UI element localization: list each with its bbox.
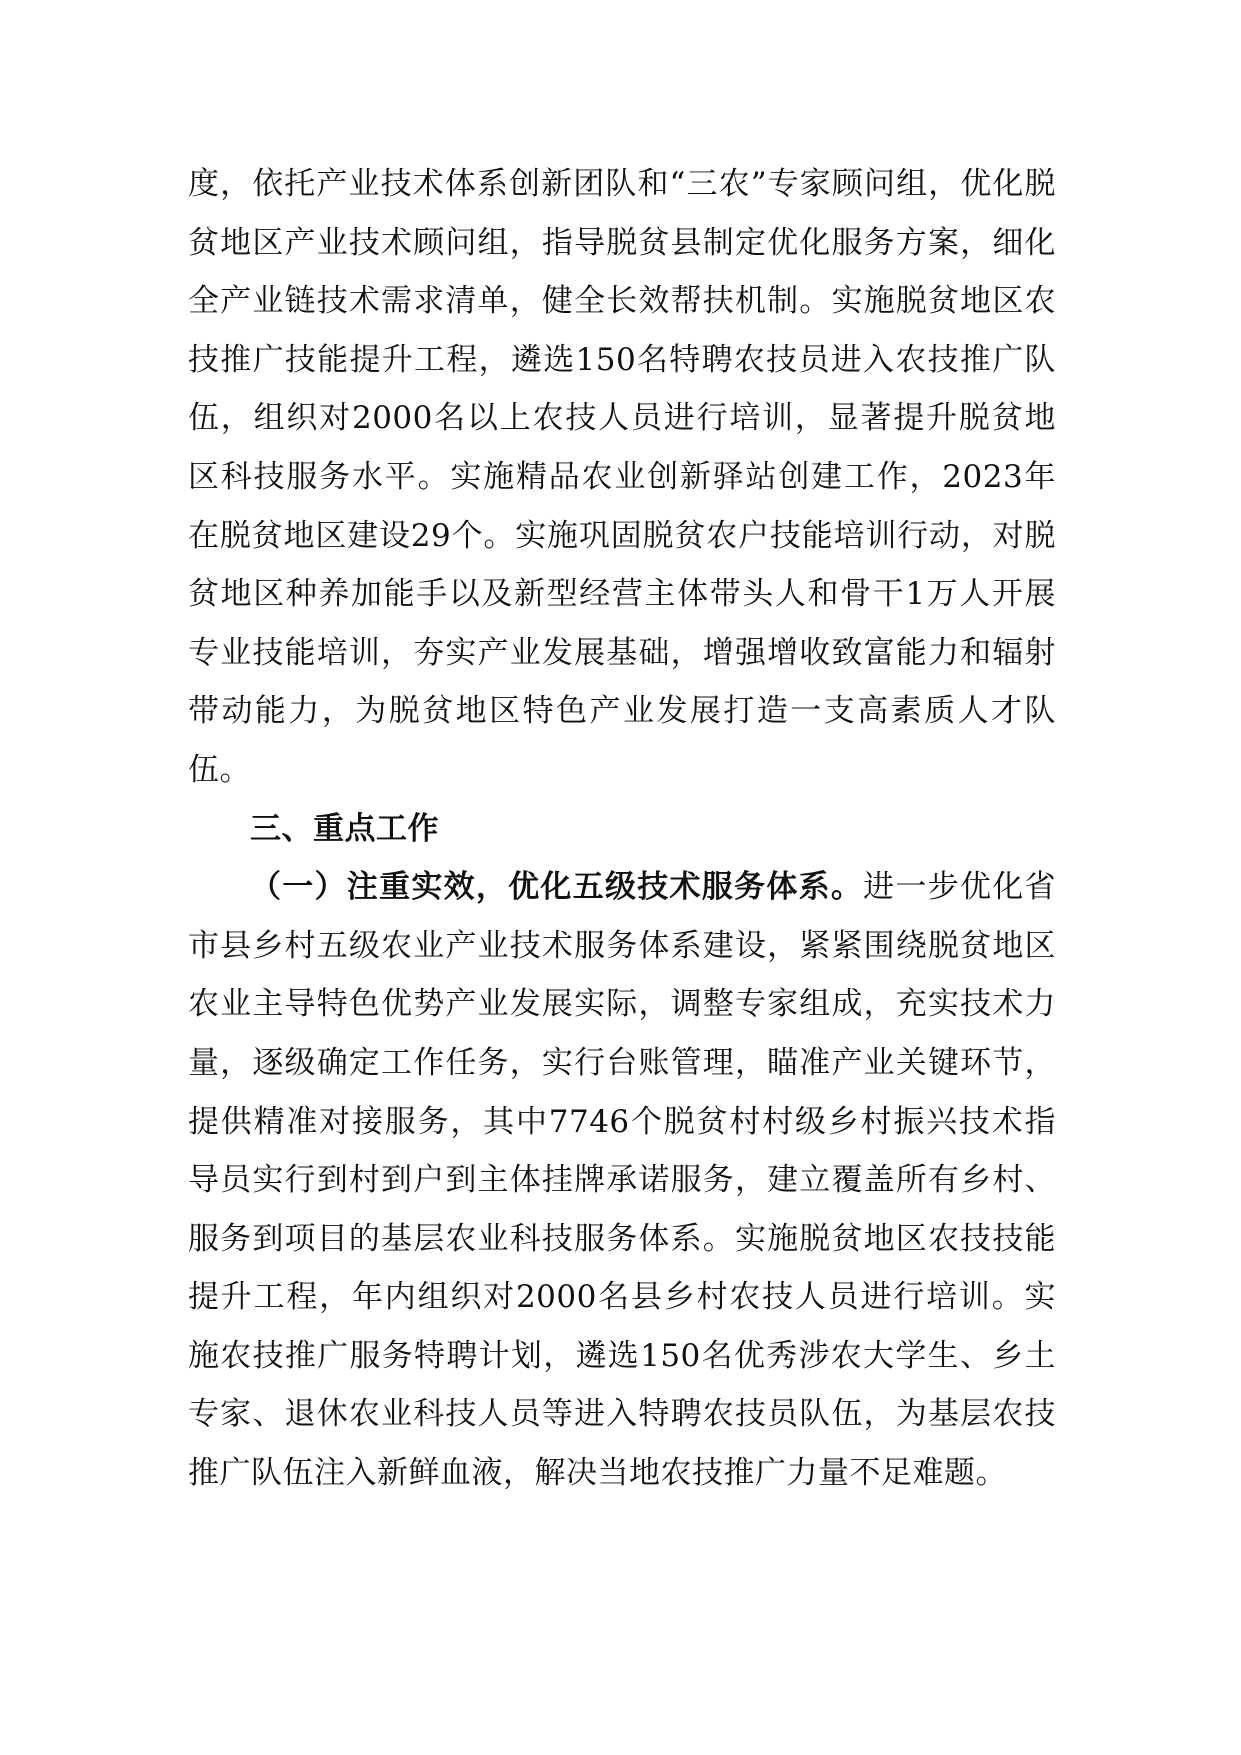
paragraph-continuation: 度，依托产业技术体系创新团队和“三农”专家顾问组，优化脱贫地区产业技术顾问组，指导脱贫县制定优化服务方案，细化全产业链技术需求清单，健全长效帮扶机制。实施脱贫地区农技推广技能提升工程，遴选150名特聘农技员进入农技推广队伍，组织对2000名以上农技人员进行培训，显著提升脱贫地区科技服务水平。实施精品农业创新驿站创建工作，2023年在脱贫地区建设29个。实施巩固脱贫农户技能培训行动，对脱贫地区种养加能手以及新型经营主体带头人和骨干1万人开展专业技能培训，夯实产业发展基础，增强增收致富能力和辐射带动能力，为脱贫地区特色产业发展打造一支高素质人才队伍。: [188, 166, 1056, 788]
paragraph-body: 进一步优化省市县乡村五级农业产业技术服务体系建设，紧紧围绕脱贫地区农业主导特色优势产业发展实际，调整专家组成，充实技术力量，逐级确定工作任务，实行台账管理，瞄准产业关键环节，提供精准对接服务，其中7746个脱贫村村级乡村振兴技术指导员实行到村到户到主体挂牌承诺服务，建立覆盖所有乡村、服务到项目的基层农业科技服务体系。实施脱贫地区农技技能提升工程，年内组织对2000名县乡村农技人员进行培训。实施农技推广服务特聘计划，遴选150名优秀涉农大学生、乡土专家、退休农业科技人员等进入特聘农技员队伍，为基层农技推广队伍注入新鲜血液，解决当地农技推广力量不足难题。: [188, 869, 1057, 1492]
section-heading: 三、重点工作: [250, 810, 439, 847]
paragraph-subheading: （一）注重实效，优化五级技术服务体系。: [250, 869, 864, 906]
document-body: [188, 155, 1056, 1503]
paragraph-key-work-1: [188, 858, 1056, 1503]
